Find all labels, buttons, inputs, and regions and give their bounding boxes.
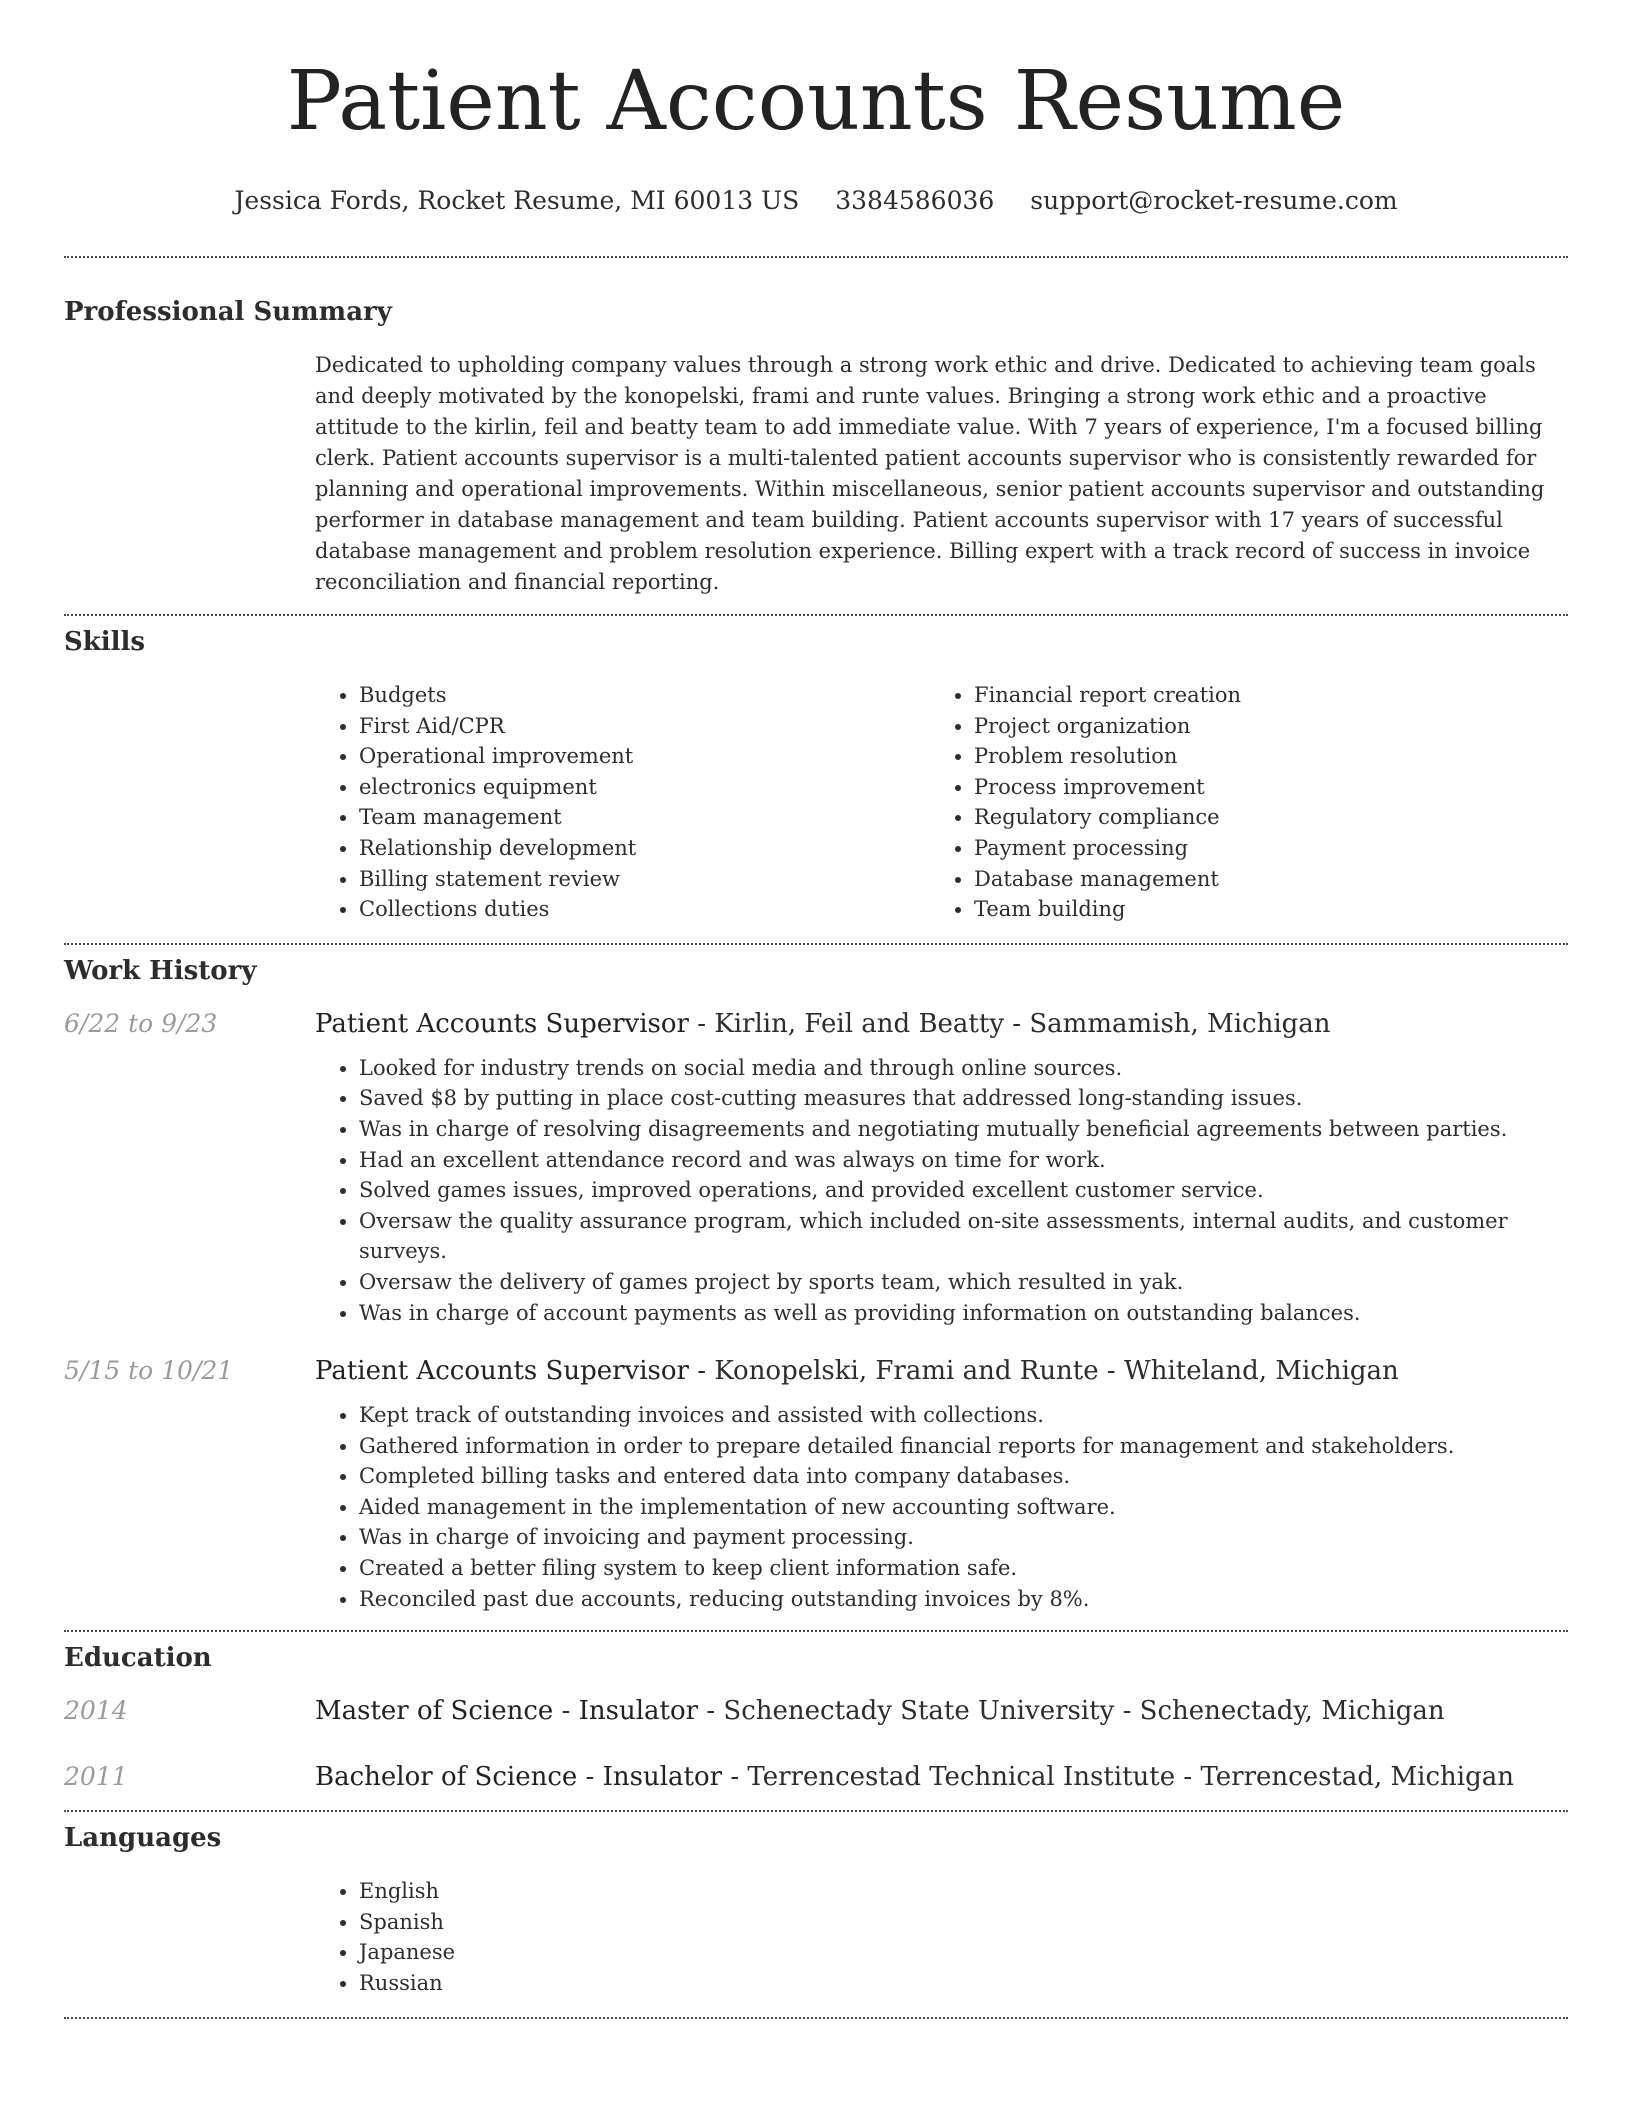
contact-line bbox=[64, 186, 1568, 216]
section-heading: Education bbox=[64, 1643, 212, 1674]
list-item: • Budgets bbox=[359, 680, 930, 711]
list-item: • Problem resolution bbox=[974, 741, 1545, 772]
summary-text: Dedicated to upholding company values through a strong work ethic and drive. Dedicated to achieving team goals and deeply motivated by the konopelski, frami and runte values. Bringing a strong work ethic and a proactive attitude to the kirlin, feil and beatty team to add immediate value. With 7 years of experience, I'm a focused billing clerk. Patient accounts supervisor is a multi-talented patient accounts supervisor who is consistently rewarded for planning and operational improvements. Within miscellaneous, senior patient accounts supervisor and outstanding performer in database management and team building. Patient accounts supervisor with 17 years of successful database management and problem resolution experience. Billing expert with a track record of success in invoice reconciliation and financial reporting. bbox=[315, 353, 1545, 594]
summary-section bbox=[64, 258, 1568, 598]
education-degree: Bachelor of Science bbox=[315, 1762, 578, 1793]
list-item: • Regulatory compliance bbox=[974, 802, 1545, 833]
job-heading bbox=[315, 1356, 1399, 1386]
list-item: • Was in charge of invoicing and payment processing. bbox=[359, 1522, 1568, 1553]
job-heading bbox=[315, 1009, 1331, 1039]
list-item: • Aided management in the implementation of new accounting software. bbox=[359, 1492, 1568, 1523]
list-item: • Completed billing tasks and entered data into company databases. bbox=[359, 1461, 1568, 1492]
list-item: • Financial report creation bbox=[974, 680, 1545, 711]
section-heading: Professional Summary bbox=[64, 297, 392, 327]
list-item: • Saved $8 by putting in place cost-cutting measures that addressed long-standing issues. bbox=[359, 1083, 1568, 1114]
list-item: • English bbox=[359, 1876, 1568, 1907]
list-item: • Gathered information in order to prepare detailed financial reports for management and stakeholders. bbox=[359, 1431, 1568, 1462]
education-degree: Master of Science bbox=[315, 1696, 554, 1727]
divider bbox=[64, 2017, 1568, 2019]
job-company: Konopelski, Frami and Runte bbox=[714, 1356, 1099, 1387]
education-entry bbox=[64, 1696, 1568, 1726]
education-heading bbox=[315, 1762, 1514, 1792]
list-item: • Process improvement bbox=[974, 772, 1545, 803]
education-year: 2011 bbox=[64, 1762, 128, 1792]
list-item: • Kept track of outstanding invoices and assisted with collections. bbox=[359, 1400, 1568, 1431]
job-title: Patient Accounts Supervisor bbox=[315, 1008, 689, 1039]
contact-phone: 3384586036 bbox=[835, 186, 995, 215]
skills-list-left bbox=[315, 680, 930, 925]
list-item: • Team building bbox=[974, 894, 1545, 925]
page-title: Patient Accounts Resume bbox=[286, 54, 1346, 149]
education-entry bbox=[64, 1762, 1568, 1792]
list-item: • Spanish bbox=[359, 1907, 1568, 1938]
skills-list-right bbox=[930, 680, 1545, 925]
separator: - bbox=[1098, 1356, 1124, 1387]
separator: - bbox=[1004, 1008, 1030, 1039]
list-item: • Was in charge of account payments as well as providing information on outstanding balances. bbox=[359, 1298, 1568, 1329]
job-entry bbox=[64, 1009, 1568, 1039]
education-location: Terrencestad, Michigan bbox=[1200, 1762, 1514, 1793]
job-date: 6/22 to 9/23 bbox=[64, 1008, 218, 1038]
job-bullets bbox=[315, 1400, 1568, 1614]
job-company: Kirlin, Feil and Beatty bbox=[714, 1008, 1005, 1039]
job-bullets bbox=[315, 1053, 1568, 1328]
section-heading: Skills bbox=[64, 627, 146, 657]
separator: - bbox=[688, 1008, 715, 1039]
separator: - bbox=[553, 1696, 579, 1727]
list-item: • Russian bbox=[359, 1968, 1568, 1999]
separator: - bbox=[688, 1356, 715, 1387]
list-item: • Created a better filing system to keep client information safe. bbox=[359, 1553, 1568, 1584]
list-item: • Operational improvement bbox=[359, 741, 930, 772]
list-item: • Had an excellent attendance record and was always on time for work. bbox=[359, 1145, 1568, 1176]
list-item: • Solved games issues, improved operations, and provided excellent customer service. bbox=[359, 1175, 1568, 1206]
education-field: Insulator bbox=[602, 1762, 723, 1793]
list-item: • Database management bbox=[974, 864, 1545, 895]
list-item: • Relationship development bbox=[359, 833, 930, 864]
education-location: Schenectady, Michigan bbox=[1139, 1696, 1445, 1727]
skills-section bbox=[64, 616, 1568, 925]
list-item: • Reconciled past due accounts, reducing outstanding invoices by 8%. bbox=[359, 1584, 1568, 1615]
list-item: • Looked for industry trends on social media and through online sources. bbox=[359, 1053, 1568, 1084]
education-section bbox=[64, 1632, 1568, 1792]
job-location: Sammamish, Michigan bbox=[1029, 1008, 1331, 1039]
job-location: Whiteland, Michigan bbox=[1123, 1356, 1399, 1387]
list-item: • Was in charge of resolving disagreements and negotiating mutually beneficial agreements between parties. bbox=[359, 1114, 1568, 1145]
separator: - bbox=[722, 1762, 748, 1793]
list-item: • Project organization bbox=[974, 711, 1545, 742]
job-entry bbox=[64, 1356, 1568, 1386]
education-school: Terrencestad Technical Institute bbox=[747, 1762, 1176, 1793]
separator: - bbox=[1175, 1762, 1201, 1793]
languages-list bbox=[315, 1876, 1568, 1998]
education-school: Schenectady State University bbox=[723, 1696, 1115, 1727]
separator: - bbox=[698, 1696, 724, 1727]
contact-email: support@rocket-resume.com bbox=[1030, 186, 1398, 215]
list-item: • Oversaw the delivery of games project by sports team, which resulted in yak. bbox=[359, 1267, 1568, 1298]
list-item: • Team management bbox=[359, 802, 930, 833]
list-item: • Japanese bbox=[359, 1937, 1568, 1968]
list-item: • Collections duties bbox=[359, 894, 930, 925]
education-year: 2014 bbox=[64, 1696, 128, 1726]
section-heading: Work History bbox=[64, 955, 257, 986]
list-item: • Oversaw the quality assurance program, which included on-site assessments, internal audits, and customer surveys. bbox=[359, 1206, 1568, 1267]
job-title: Patient Accounts Supervisor bbox=[315, 1356, 689, 1387]
section-heading: Languages bbox=[64, 1823, 222, 1854]
list-item: • Billing statement review bbox=[359, 864, 930, 895]
languages-section bbox=[64, 1812, 1568, 1998]
education-heading bbox=[315, 1696, 1445, 1726]
list-item: • electronics equipment bbox=[359, 772, 930, 803]
list-item: • First Aid/CPR bbox=[359, 711, 930, 742]
education-field: Insulator bbox=[578, 1696, 699, 1727]
list-item: • Payment processing bbox=[974, 833, 1545, 864]
contact-address: Jessica Fords, Rocket Resume, MI 60013 US bbox=[234, 186, 800, 215]
work-section bbox=[64, 945, 1568, 1615]
job-date: 5/15 to 10/21 bbox=[64, 1356, 234, 1386]
separator: - bbox=[577, 1762, 603, 1793]
separator: - bbox=[1114, 1696, 1140, 1727]
